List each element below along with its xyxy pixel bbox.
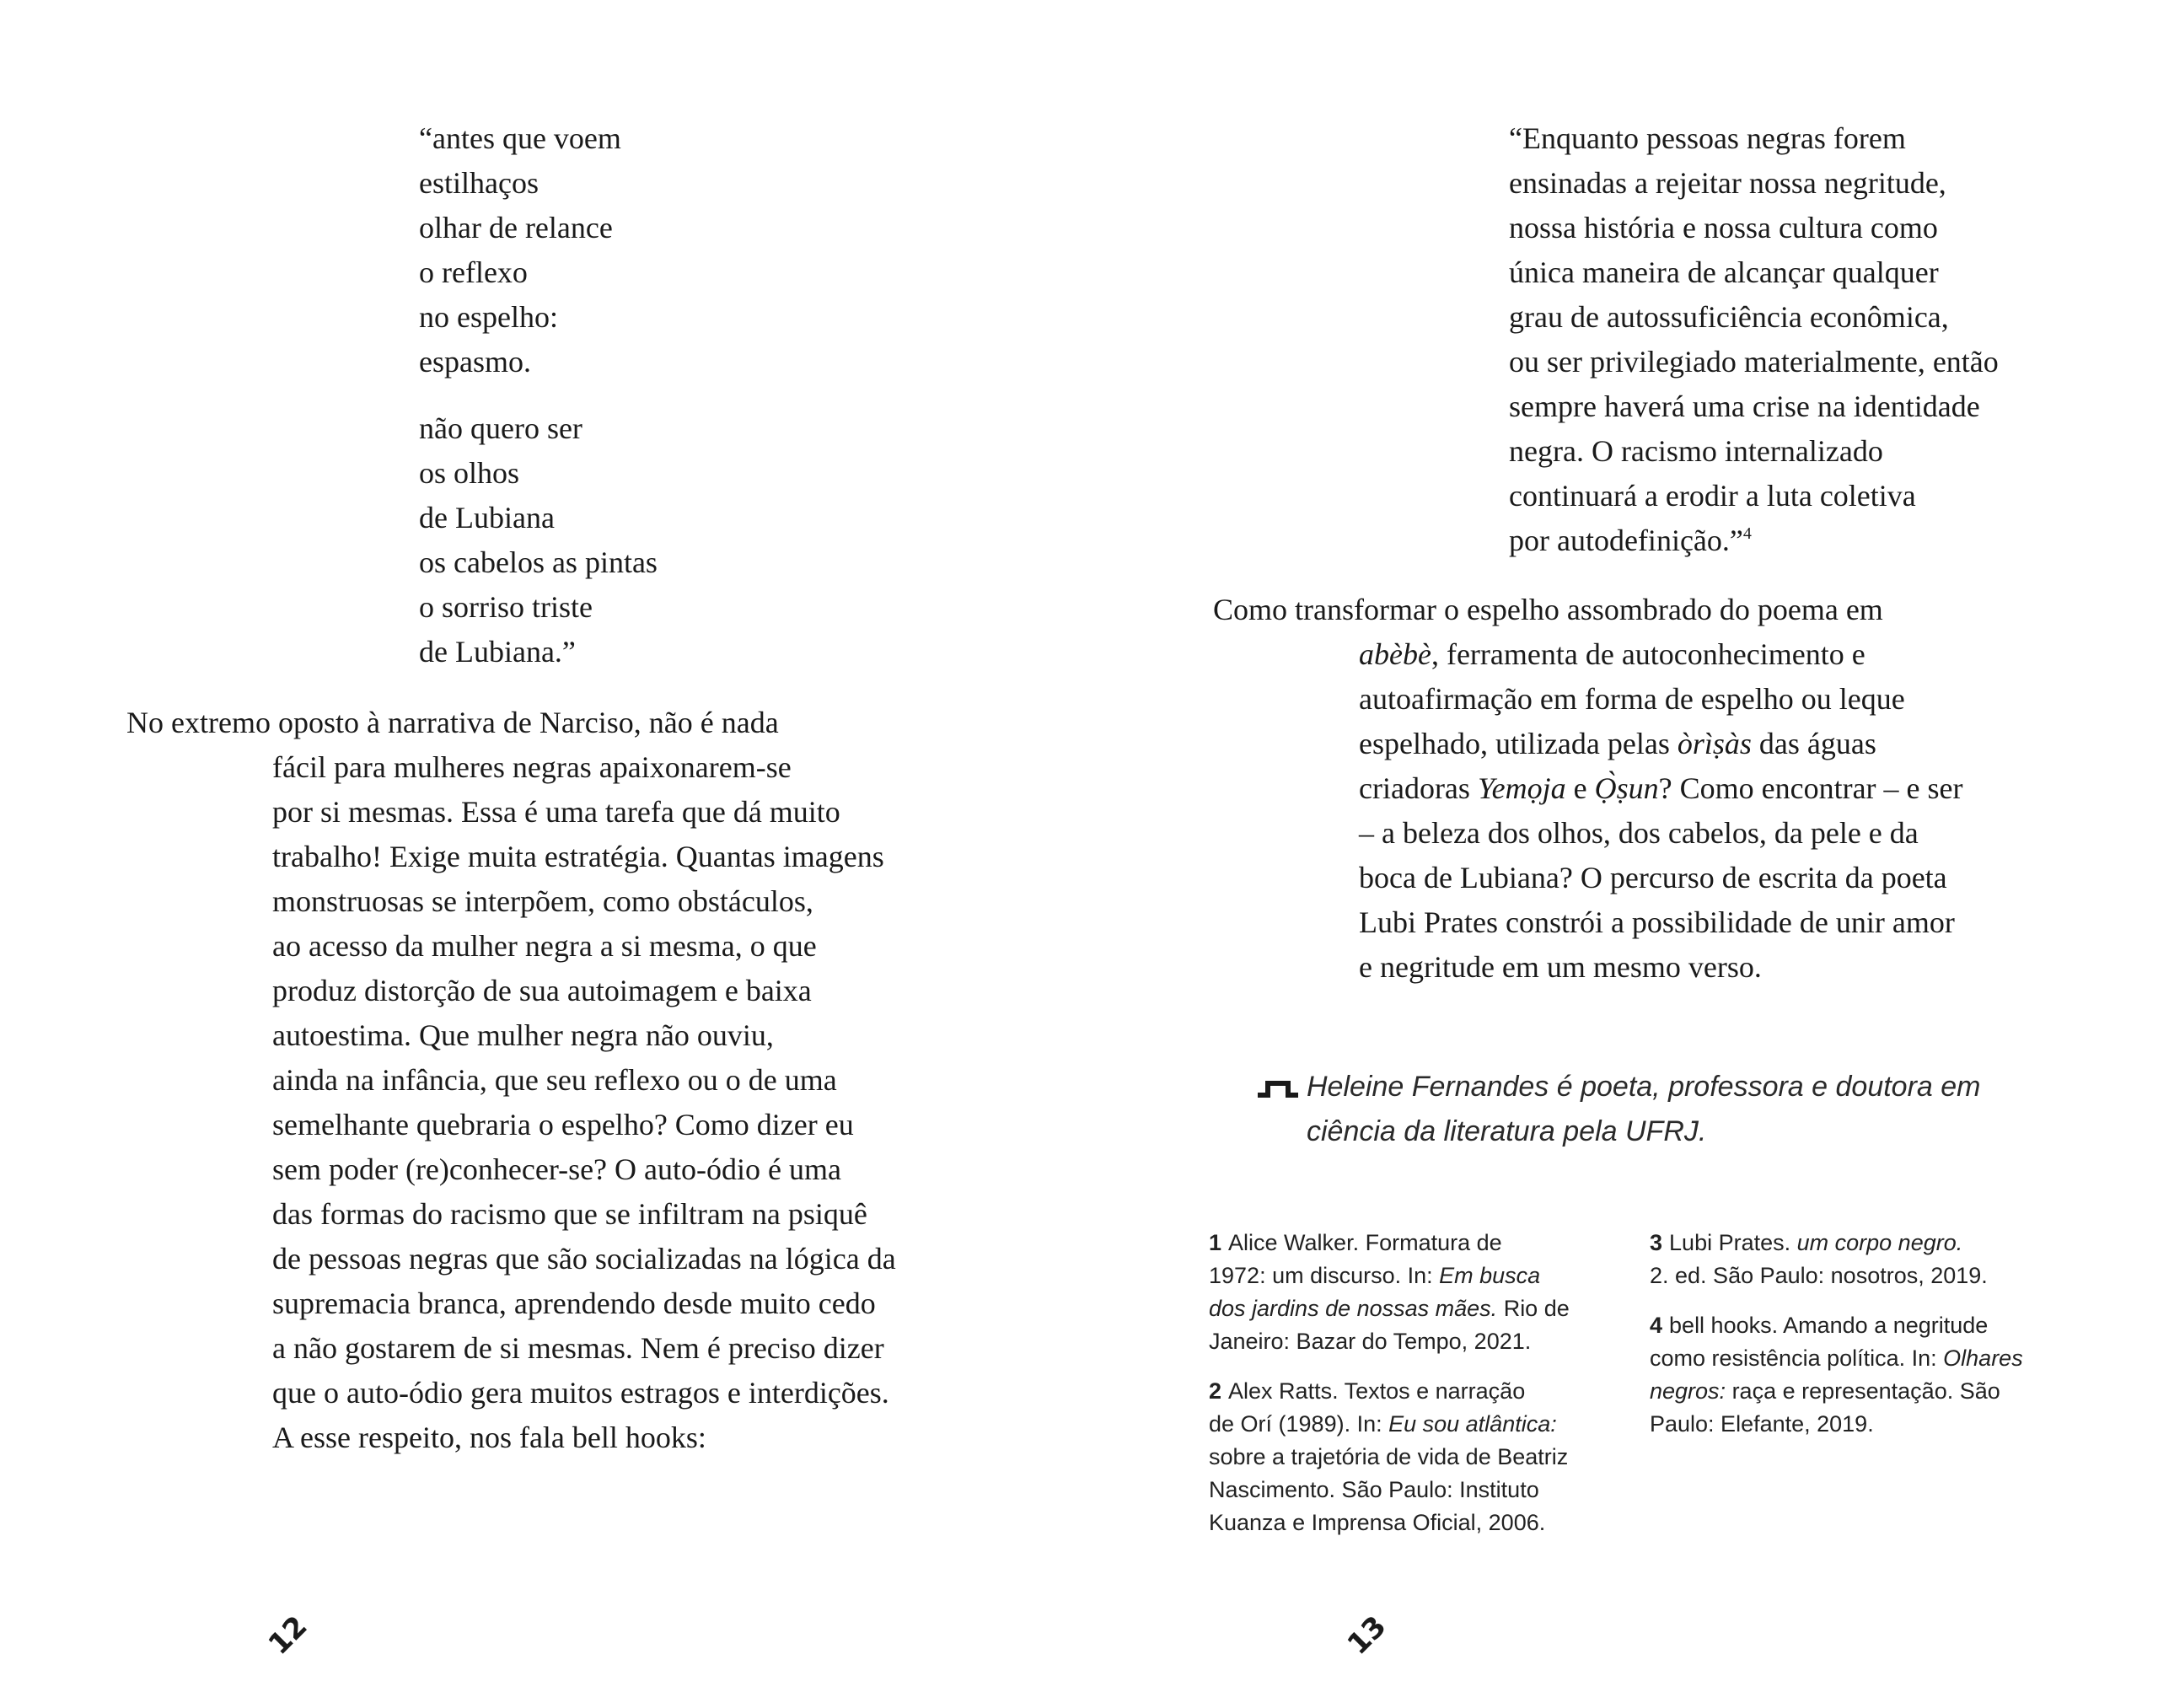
paragraph-line: a não gostarem de si mesmas. Nem é preciso dizer xyxy=(272,1331,884,1365)
text-run: raça e representação. São xyxy=(1726,1378,2000,1404)
footnote-line: 2. ed. São Paulo: nosotros, 2019. xyxy=(1650,1263,1988,1288)
footnote-4 xyxy=(1650,1309,2071,1441)
step-shape-icon xyxy=(1258,1080,1298,1098)
paragraph-line: produz distorção de sua autoimagem e baixa xyxy=(272,974,812,1007)
poem-excerpt xyxy=(419,116,658,696)
paragraph-line: e negritude em um mesmo verso. xyxy=(1359,950,1762,984)
paragraph-line: autoafirmação em forma de espelho ou leque xyxy=(1359,682,1905,716)
poem-line: os cabelos as pintas xyxy=(419,545,658,579)
italic-title: um corpo negro. xyxy=(1796,1230,1963,1255)
paragraph-line: que o auto-ódio gera muitos estragos e interdições. xyxy=(272,1376,889,1410)
page-number: 12 xyxy=(261,1609,314,1662)
paragraph-line: No extremo oposto à narrativa de Narciso, não é nada xyxy=(126,706,779,739)
quote-line: continuará a erodir a luta coletiva xyxy=(1509,479,1916,513)
italic-term: Ọ̀ṣun xyxy=(1594,771,1659,805)
footnote-number: 3 xyxy=(1650,1230,1663,1255)
text-run: 1972: um discurso. In: xyxy=(1209,1263,1440,1288)
poem-line: os olhos xyxy=(419,456,520,490)
paragraph-line: boca de Lubiana? O percurso de escrita da poeta xyxy=(1359,861,1947,894)
paragraph-line xyxy=(1359,722,1963,766)
quote-line: “Enquanto pessoas negras forem xyxy=(1509,121,1906,155)
paragraph-line: supremacia branca, aprendendo desde muito cedo xyxy=(272,1286,876,1320)
author-bio-line: ciência da literatura pela UFRJ. xyxy=(1307,1115,1707,1147)
footnote-line: Kuanza e Imprensa Oficial, 2006. xyxy=(1209,1510,1546,1535)
paragraph-line: Lubi Prates constrói a possibilidade de unir amor xyxy=(1359,905,1955,939)
text-run: espelhado, utilizada pelas xyxy=(1359,727,1678,760)
italic-title: Em busca xyxy=(1439,1263,1541,1288)
italic-title: negros: xyxy=(1650,1378,1726,1404)
text-run: de Orí (1989). In: xyxy=(1209,1411,1389,1437)
author-bio-line: Heleine Fernandes é poeta, professora e doutora em xyxy=(1307,1071,1981,1103)
footnote-2 xyxy=(1209,1375,1605,1539)
poem-line: no espelho: xyxy=(419,300,558,334)
paragraph-line: monstruosas se interpõem, como obstáculos, xyxy=(272,884,813,918)
paragraph-line: ao acesso da mulher negra a si mesma, o que xyxy=(272,929,817,963)
quote-line xyxy=(1509,518,1999,563)
italic-title: Eu sou atlântica: xyxy=(1388,1411,1557,1437)
paragraph-line xyxy=(1359,766,1963,811)
poem-line: o sorriso triste xyxy=(419,590,593,624)
poem-line: “antes que voem xyxy=(419,121,621,155)
text-run: Alex Ratts. Textos e narração xyxy=(1228,1378,1526,1404)
italic-title: Olhares xyxy=(1943,1345,2023,1371)
paragraph-line: Como transformar o espelho assombrado do poema em xyxy=(1213,593,1883,626)
poem-line: de Lubiana.” xyxy=(419,635,576,669)
paragraph-line: A esse respeito, nos fala bell hooks: xyxy=(272,1421,706,1454)
poem-line: olhar de relance xyxy=(419,211,613,244)
paragraph-line xyxy=(1359,632,1963,677)
text-run: ? Como encontrar – e ser xyxy=(1658,771,1963,805)
poem-line: não quero ser xyxy=(419,411,582,445)
footnote-line xyxy=(1650,1227,2071,1260)
italic-term: abèbè xyxy=(1359,637,1431,671)
quote-line: negra. O racismo internalizado xyxy=(1509,434,1883,468)
paragraph-line: trabalho! Exige muita estratégia. Quantas imagens xyxy=(272,840,884,873)
footnotes-column-1 xyxy=(1209,1227,1605,1556)
author-bio xyxy=(1307,1065,1981,1154)
quote-line: ensinadas a rejeitar nossa negritude, xyxy=(1509,166,1946,200)
paragraph-line: sem poder (re)conhecer-se? O auto-ódio é uma xyxy=(272,1152,841,1186)
paragraph-line: – a beleza dos olhos, dos cabelos, da pele e da xyxy=(1359,816,1919,850)
right-page xyxy=(1079,0,2158,1708)
poem-stanza-2 xyxy=(419,406,658,674)
italic-term: Yemọja xyxy=(1477,771,1566,805)
paragraph-line: das formas do racismo que se infiltram na psiquê xyxy=(272,1197,867,1231)
paragraph-line: ainda na infância, que seu reflexo ou o de uma xyxy=(272,1063,837,1097)
page-number: 13 xyxy=(1340,1609,1393,1662)
text-run: Alice Walker. Formatura de xyxy=(1228,1230,1502,1255)
quote-line: única maneira de alcançar qualquer xyxy=(1509,255,1939,289)
footnote-line xyxy=(1209,1260,1605,1292)
footnote-line: Paulo: Elefante, 2019. xyxy=(1650,1411,1874,1437)
footnote-line: sobre a trajetória de vida de Beatriz xyxy=(1209,1444,1569,1469)
footnote-number: 4 xyxy=(1650,1313,1663,1338)
footnote-line xyxy=(1650,1375,2071,1408)
footnote-line xyxy=(1650,1342,2071,1375)
text-run: como resistência política. In: xyxy=(1650,1345,1944,1371)
poem-line: o reflexo xyxy=(419,255,528,289)
poem-stanza-1 xyxy=(419,116,658,384)
footnote-3 xyxy=(1650,1227,2071,1292)
poem-line: espasmo. xyxy=(419,345,531,379)
paragraph-line: de pessoas negras que são socializadas na lógica da xyxy=(272,1242,896,1276)
quote-line: sempre haverá uma crise na identidade xyxy=(1509,389,1980,423)
text-run: Rio de xyxy=(1497,1296,1570,1321)
text-run: , ferramenta de autoconhecimento e xyxy=(1431,637,1865,671)
footnote-line xyxy=(1209,1292,1605,1325)
paragraph-line: semelhante quebraria o espelho? Como dizer eu xyxy=(272,1108,854,1141)
paragraph-line: fácil para mulheres negras apaixonarem-se xyxy=(272,750,792,784)
footnote-line: Nascimento. São Paulo: Instituto xyxy=(1209,1477,1539,1502)
body-paragraph xyxy=(126,701,896,1460)
poem-line: de Lubiana xyxy=(419,501,555,534)
footnote-number: 2 xyxy=(1209,1378,1222,1404)
text-run: Lubi Prates. xyxy=(1669,1230,1797,1255)
paragraph-line: autoestima. Que mulher negra não ouviu, xyxy=(272,1018,774,1052)
text-run: das águas xyxy=(1751,727,1876,760)
quote-text: por autodefinição.” xyxy=(1509,524,1743,557)
text-run: criadoras xyxy=(1359,771,1478,805)
italic-term: òrìṣàs xyxy=(1677,727,1752,760)
footnote-reference[interactable]: 4 xyxy=(1742,524,1752,543)
footnote-number: 1 xyxy=(1209,1230,1222,1255)
body-paragraph xyxy=(1213,588,1963,990)
italic-title: dos jardins de nossas mães. xyxy=(1209,1296,1498,1321)
quote-line: nossa história e nossa cultura como xyxy=(1509,211,1938,244)
footnote-line xyxy=(1209,1375,1605,1408)
quote-line: grau de autossuficiência econômica, xyxy=(1509,300,1949,334)
footnote-line: Janeiro: Bazar do Tempo, 2021. xyxy=(1209,1329,1532,1354)
block-quote xyxy=(1509,116,1999,563)
footnote-line xyxy=(1209,1227,1605,1260)
quote-line: ou ser privilegiado materialmente, então xyxy=(1509,345,1999,379)
text-run: bell hooks. Amando a negritude xyxy=(1669,1313,1989,1338)
footnote-1 xyxy=(1209,1227,1605,1358)
paragraph-line: por si mesmas. Essa é uma tarefa que dá muito xyxy=(272,795,840,829)
text-run: e xyxy=(1565,771,1595,805)
footnote-line xyxy=(1650,1309,2071,1342)
footnotes-column-2 xyxy=(1650,1227,2071,1458)
footnote-line xyxy=(1209,1408,1605,1441)
poem-line: estilhaços xyxy=(419,166,539,200)
